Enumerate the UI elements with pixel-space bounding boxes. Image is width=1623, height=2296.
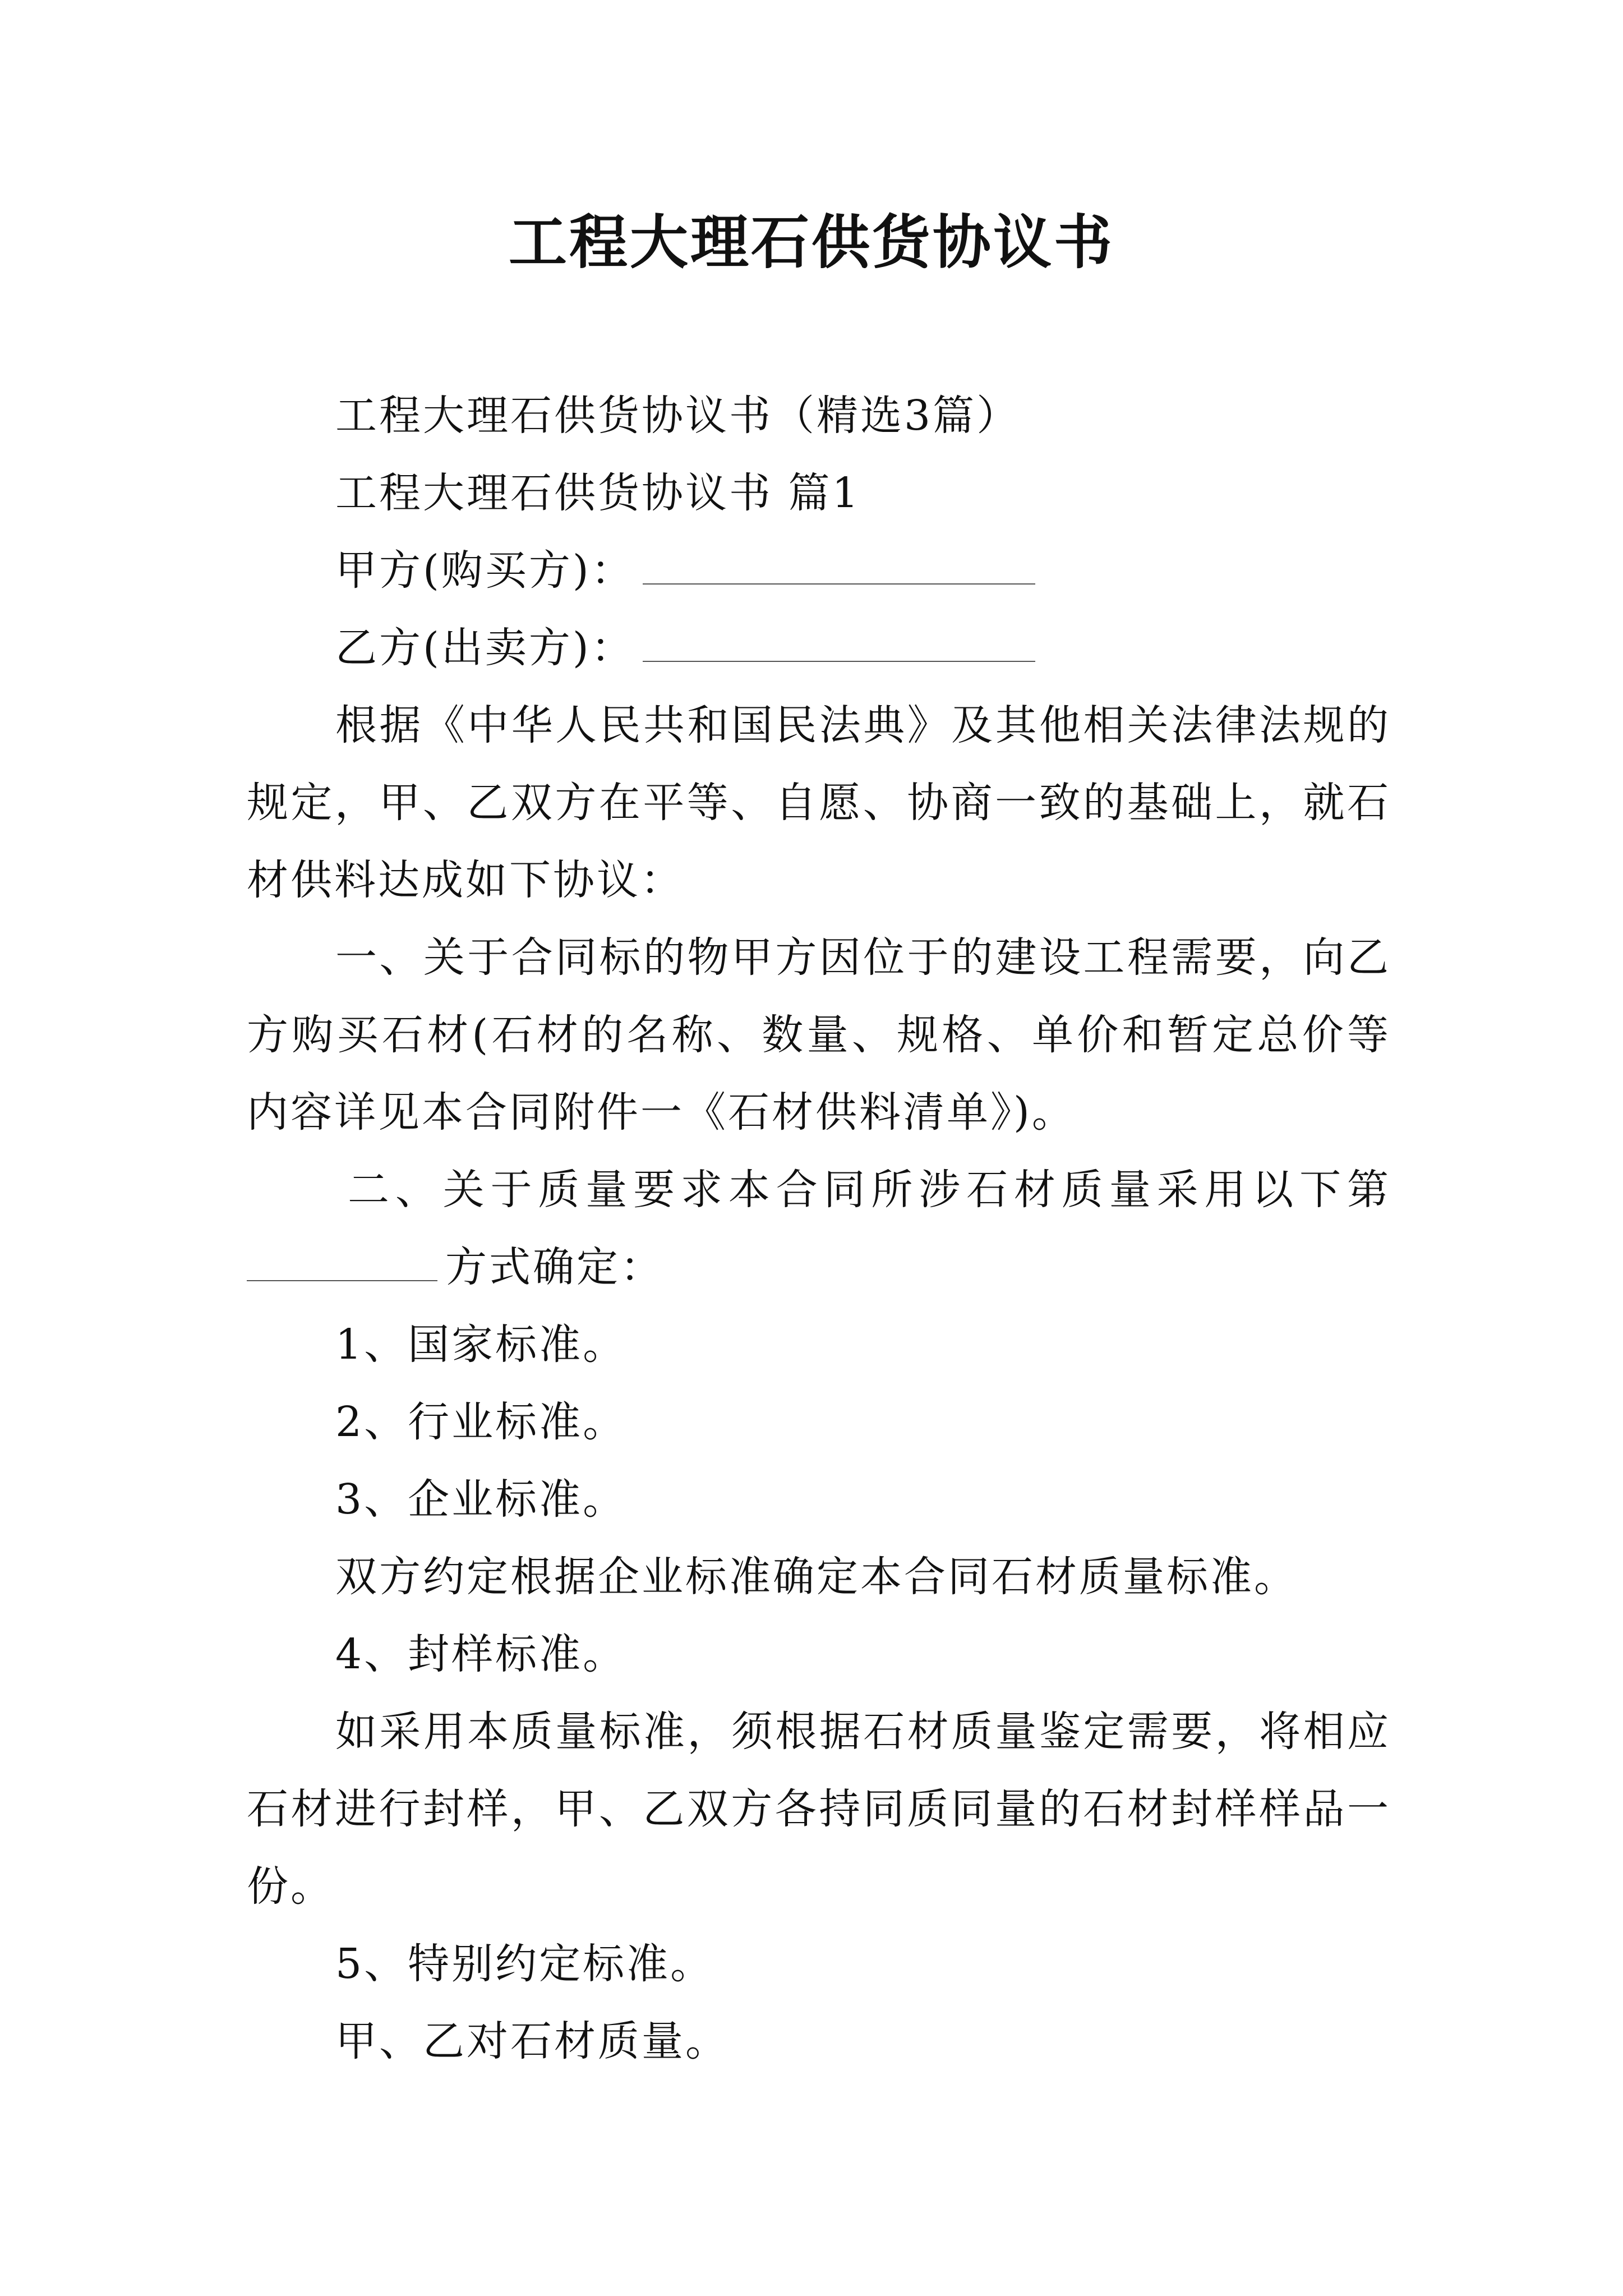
paragraph-line: 二、关于质量要求本合同所涉石材质量采用以下第 — [348, 1166, 1391, 1214]
list-item: 5、特别约定标准。 — [335, 1940, 714, 1988]
paragraph-line: 份。 — [247, 1862, 334, 1911]
party-b-blank — [643, 627, 1035, 662]
subtitle-line: 工程大理石供货协议书（精选3篇） — [335, 392, 1021, 440]
list-item: 3、企业标准。 — [335, 1475, 627, 1524]
list-item: 2、行业标准。 — [335, 1398, 627, 1446]
paragraph-line: 双方约定根据企业标准确定本合同石材质量标准。 — [335, 1553, 1298, 1601]
list-item: 1、国家标准。 — [335, 1320, 627, 1369]
paragraph-line: 石材进行封样，甲、乙双方各持同质同量的石材封样样品一 — [247, 1785, 1391, 1833]
document-title: 工程大理石供货协议书 — [508, 208, 1114, 277]
quality-method-line — [247, 1228, 1391, 1306]
party-a-label: 甲方(购买方)： — [335, 546, 635, 595]
quality-method-text: 方式确定： — [445, 1243, 664, 1291]
paragraph-line: 方购买石材(石材的名称、数量、规格、单价和暂定总价等 — [247, 1011, 1391, 1059]
paragraph-line: 一、关于合同标的物甲方因位于的建设工程需要，向乙 — [335, 933, 1391, 982]
party-b-label: 乙方(出卖方)： — [335, 624, 635, 672]
paragraph-line: 根据《中华人民共和国民法典》及其他相关法律法规的 — [335, 701, 1391, 749]
document-body — [247, 377, 1391, 2080]
paragraph-line: 如采用本质量标准，须根据石材质量鉴定需要，将相应 — [335, 1708, 1391, 1756]
quality-method-blank — [247, 1246, 437, 1281]
paragraph-line: 甲、乙对石材质量。 — [335, 2017, 729, 2065]
list-item: 4、封样标准。 — [335, 1630, 627, 1678]
party-a-blank — [643, 550, 1035, 585]
party-b-line — [247, 609, 1391, 687]
party-a-line — [247, 532, 1391, 609]
paragraph-line: 内容详见本合同附件一《石材供料清单》)。 — [247, 1088, 1076, 1137]
paragraph-line: 材供料达成如下协议： — [247, 856, 684, 904]
paragraph-line: 规定，甲、乙双方在平等、自愿、协商一致的基础上，就石 — [247, 779, 1391, 827]
section-heading: 工程大理石供货协议书 篇1 — [335, 469, 861, 517]
